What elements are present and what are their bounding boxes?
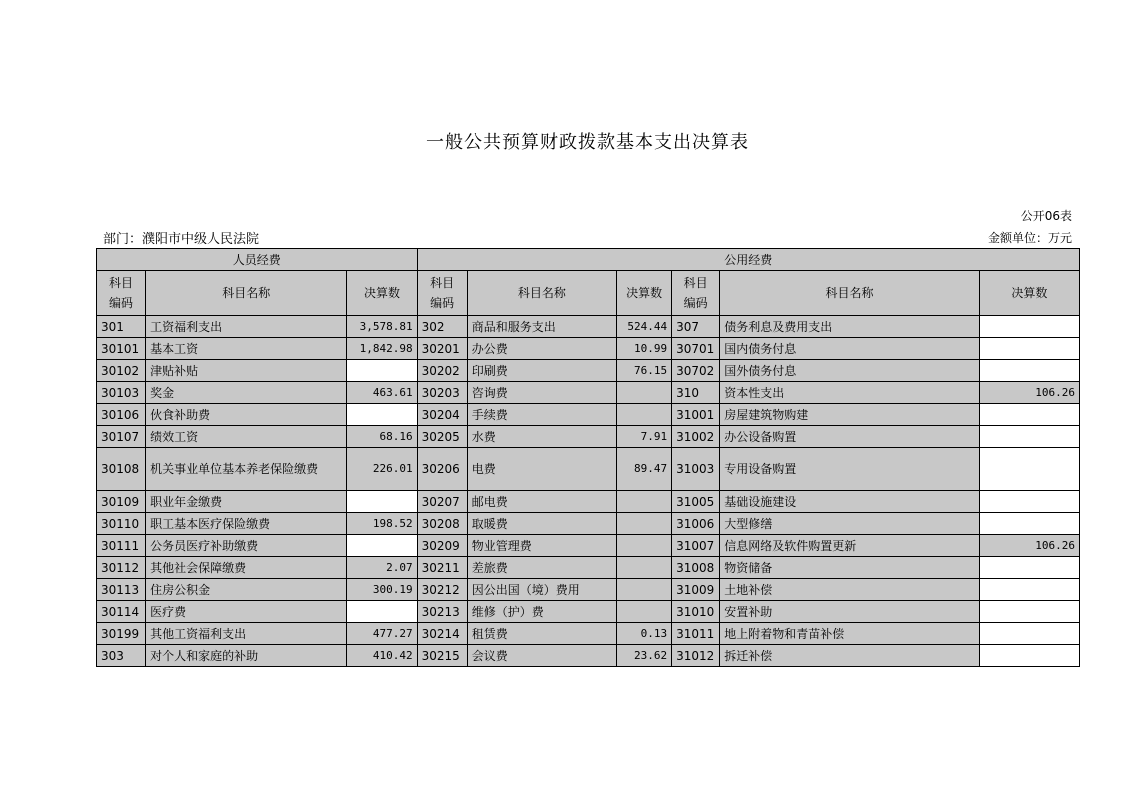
subject-code: 30112 [97, 557, 146, 579]
amount-header: 决算数 [979, 271, 1079, 316]
amount-cell: 198.52 [347, 513, 417, 535]
subject-code: 31012 [672, 645, 720, 667]
table-row [97, 491, 1080, 513]
amount-cell [347, 535, 417, 557]
subject-code: 30215 [417, 645, 467, 667]
subject-name: 印刷费 [467, 360, 616, 382]
amount-cell: 477.27 [347, 623, 417, 645]
subject-name: 国外债务付息 [720, 360, 980, 382]
subject-code: 31009 [672, 579, 720, 601]
subject-name: 其他社会保障缴费 [146, 557, 347, 579]
subject-name: 地上附着物和青苗补偿 [720, 623, 980, 645]
amount-cell [979, 623, 1079, 645]
amount-cell [979, 404, 1079, 426]
subject-name: 房屋建筑物购建 [720, 404, 980, 426]
amount-cell: 76.15 [617, 360, 672, 382]
subject-name: 会议费 [467, 645, 616, 667]
subject-name: 职工基本医疗保险缴费 [146, 513, 347, 535]
table-row [97, 404, 1080, 426]
department-label: 部门：濮阳市中级人民法院 [103, 232, 260, 247]
amount-cell [347, 360, 417, 382]
subject-code: 31005 [672, 491, 720, 513]
name-header: 科目名称 [467, 271, 616, 316]
amount-cell: 23.62 [617, 645, 672, 667]
amount-cell [979, 316, 1079, 338]
table-row [97, 448, 1080, 491]
table-body [97, 316, 1080, 667]
subject-name: 土地补偿 [720, 579, 980, 601]
amount-cell [617, 535, 672, 557]
subject-code: 30202 [417, 360, 467, 382]
subject-code: 30701 [672, 338, 720, 360]
amount-cell: 106.26 [979, 535, 1079, 557]
subject-name: 电费 [467, 448, 616, 491]
subject-name: 对个人和家庭的补助 [146, 645, 347, 667]
subject-code: 30207 [417, 491, 467, 513]
name-header: 科目名称 [146, 271, 347, 316]
subject-code: 30108 [97, 448, 146, 491]
subject-name: 拆迁补偿 [720, 645, 980, 667]
subject-code: 30203 [417, 382, 467, 404]
subject-name: 基本工资 [146, 338, 347, 360]
table-row [97, 360, 1080, 382]
subject-name: 伙食补助费 [146, 404, 347, 426]
table-row [97, 557, 1080, 579]
amount-cell: 89.47 [617, 448, 672, 491]
subject-name: 差旅费 [467, 557, 616, 579]
subject-code: 30111 [97, 535, 146, 557]
amount-cell [979, 491, 1079, 513]
subject-code: 30213 [417, 601, 467, 623]
subject-code: 31006 [672, 513, 720, 535]
subject-name: 国内债务付息 [720, 338, 980, 360]
code-header: 科目 编码 [672, 271, 720, 316]
amount-cell: 410.42 [347, 645, 417, 667]
subject-name: 水费 [467, 426, 616, 448]
amount-cell [979, 557, 1079, 579]
expenditure-table [96, 248, 1080, 667]
table-row [97, 579, 1080, 601]
subject-name: 物资储备 [720, 557, 980, 579]
subject-code: 30102 [97, 360, 146, 382]
subject-code: 31010 [672, 601, 720, 623]
amount-unit: 金额单位：万元 [987, 231, 1072, 245]
subject-name: 公务员医疗补助缴费 [146, 535, 347, 557]
code-header: 科目 编码 [417, 271, 467, 316]
subject-code: 30212 [417, 579, 467, 601]
amount-cell [979, 579, 1079, 601]
subject-name: 信息网络及软件购置更新 [720, 535, 980, 557]
amount-cell [617, 557, 672, 579]
subject-code: 30107 [97, 426, 146, 448]
amount-cell [617, 579, 672, 601]
subject-code: 30209 [417, 535, 467, 557]
table-row [97, 513, 1080, 535]
form-number: 公开06表 [1020, 209, 1072, 223]
table-row [97, 338, 1080, 360]
subject-name: 安置补助 [720, 601, 980, 623]
subject-code: 30103 [97, 382, 146, 404]
subject-code: 31008 [672, 557, 720, 579]
subject-code: 30204 [417, 404, 467, 426]
amount-cell [979, 360, 1079, 382]
subject-code: 30109 [97, 491, 146, 513]
amount-cell [979, 338, 1079, 360]
subject-name: 维修（护）费 [467, 601, 616, 623]
subject-name: 租赁费 [467, 623, 616, 645]
subject-code: 30205 [417, 426, 467, 448]
subject-code: 31007 [672, 535, 720, 557]
subject-code: 30211 [417, 557, 467, 579]
subject-name: 大型修缮 [720, 513, 980, 535]
subject-name: 其他工资福利支出 [146, 623, 347, 645]
subject-code: 30206 [417, 448, 467, 491]
amount-cell: 300.19 [347, 579, 417, 601]
subject-code: 307 [672, 316, 720, 338]
amount-cell: 2.07 [347, 557, 417, 579]
amount-cell [617, 491, 672, 513]
subject-name: 因公出国（境）费用 [467, 579, 616, 601]
amount-cell: 0.13 [617, 623, 672, 645]
subject-name: 邮电费 [467, 491, 616, 513]
name-header: 科目名称 [720, 271, 980, 316]
subject-code: 30214 [417, 623, 467, 645]
subject-code: 310 [672, 382, 720, 404]
subject-name: 专用设备购置 [720, 448, 980, 491]
amount-cell: 68.16 [347, 426, 417, 448]
subject-name: 奖金 [146, 382, 347, 404]
amount-cell: 7.91 [617, 426, 672, 448]
amount-cell [347, 601, 417, 623]
amount-cell: 3,578.81 [347, 316, 417, 338]
amount-cell [617, 601, 672, 623]
subject-code: 30113 [97, 579, 146, 601]
amount-cell [347, 491, 417, 513]
subject-name: 手续费 [467, 404, 616, 426]
subject-name: 商品和服务支出 [467, 316, 616, 338]
subject-name: 工资福利支出 [146, 316, 347, 338]
subject-name: 资本性支出 [720, 382, 980, 404]
public-expense-header: 公用经费 [417, 249, 1079, 271]
table-row [97, 623, 1080, 645]
subject-name: 绩效工资 [146, 426, 347, 448]
subject-name: 住房公积金 [146, 579, 347, 601]
amount-cell [617, 513, 672, 535]
subject-code: 30702 [672, 360, 720, 382]
subject-name: 取暖费 [467, 513, 616, 535]
subject-code: 30201 [417, 338, 467, 360]
amount-cell: 524.44 [617, 316, 672, 338]
amount-cell [347, 404, 417, 426]
amount-cell [979, 448, 1079, 491]
subject-name: 债务利息及费用支出 [720, 316, 980, 338]
amount-cell [979, 601, 1079, 623]
code-header: 科目 编码 [97, 271, 146, 316]
table-row [97, 426, 1080, 448]
subject-code: 30199 [97, 623, 146, 645]
subject-name: 津贴补贴 [146, 360, 347, 382]
subject-name: 办公设备购置 [720, 426, 980, 448]
amount-cell: 463.61 [347, 382, 417, 404]
subject-code: 301 [97, 316, 146, 338]
subject-name: 机关事业单位基本养老保险缴费 [146, 448, 347, 491]
table-row [97, 316, 1080, 338]
amount-cell [617, 382, 672, 404]
amount-cell [979, 426, 1079, 448]
amount-cell [617, 404, 672, 426]
subject-code: 302 [417, 316, 467, 338]
amount-cell: 10.99 [617, 338, 672, 360]
amount-cell: 226.01 [347, 448, 417, 491]
subject-name: 职业年金缴费 [146, 491, 347, 513]
subject-code: 31001 [672, 404, 720, 426]
subject-code: 30106 [97, 404, 146, 426]
subject-code: 31002 [672, 426, 720, 448]
subject-code: 30110 [97, 513, 146, 535]
table-row [97, 645, 1080, 667]
amount-cell: 106.26 [979, 382, 1079, 404]
subject-code: 303 [97, 645, 146, 667]
amount-cell [979, 513, 1079, 535]
subject-code: 30114 [97, 601, 146, 623]
subject-code: 30208 [417, 513, 467, 535]
table-row [97, 601, 1080, 623]
table-row [97, 382, 1080, 404]
amount-cell [979, 645, 1079, 667]
subject-name: 基础设施建设 [720, 491, 980, 513]
amount-header: 决算数 [617, 271, 672, 316]
subject-name: 物业管理费 [467, 535, 616, 557]
subject-code: 31003 [672, 448, 720, 491]
table-row [97, 535, 1080, 557]
amount-cell: 1,842.98 [347, 338, 417, 360]
subject-name: 办公费 [467, 338, 616, 360]
report-title: 一般公共预算财政拨款基本支出决算表 [426, 132, 749, 153]
subject-code: 31011 [672, 623, 720, 645]
subject-name: 医疗费 [146, 601, 347, 623]
personnel-expense-header: 人员经费 [97, 249, 418, 271]
amount-header: 决算数 [347, 271, 417, 316]
subject-name: 咨询费 [467, 382, 616, 404]
subject-code: 30101 [97, 338, 146, 360]
